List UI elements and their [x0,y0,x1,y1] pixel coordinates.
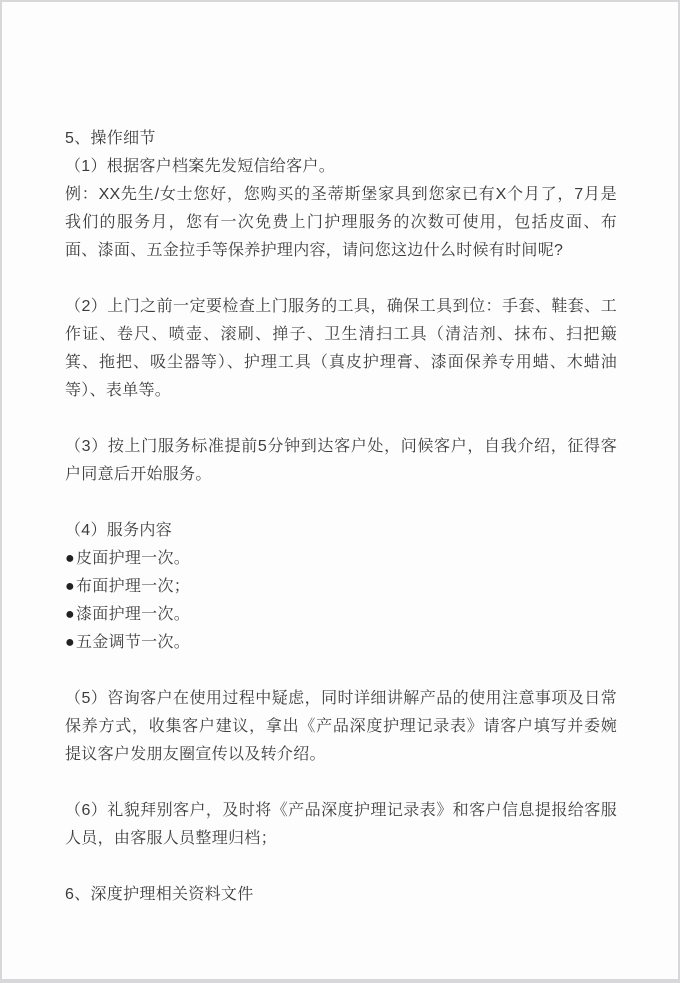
list-item [65,629,617,657]
bullet-icon: ● [65,550,75,567]
step-1-paragraph: （1）根据客户档案先发短信给客户。 [65,158,335,175]
list-item [65,601,617,629]
step-2-paragraph: （2）上门之前一定要检查上门服务的工具，确保工具到位：手套、鞋套、工作证、卷尺、喷壶、滚刷、掸子、卫生清扫工具（清洁剂、抹布、扫把簸箕、拖把、吸尘器等）、护理工具（真皮护理膏、漆面保养专用蜡、木蜡油等）、表单等。 [65,298,617,399]
section-5-heading: 5、操作细节 [65,130,156,147]
step-4-paragraph: （4）服务内容 [65,522,172,539]
service-content-list [65,545,617,657]
step-5-paragraph: （5）咨询客户在使用过程中疑虑，同时详细讲解产品的使用注意事项及日常保养方式，收集客户建议，拿出《产品深度护理记录表》请客户填写并委婉提议客户发朋友圈宣传以及转介绍。 [65,690,617,763]
list-item-label: 皮面护理一次。 [75,550,191,567]
bullet-icon: ● [65,634,75,651]
step-3-paragraph: （3）按上门服务标准提前5分钟到达客户处，问候客户，自我介绍，征得客户同意后开始服务。 [65,438,617,483]
paper-sheet [2,2,678,979]
bullet-icon: ● [65,606,75,623]
list-item-label: 布面护理一次； [75,578,191,595]
bullet-icon: ● [65,578,75,595]
list-item [65,545,617,573]
list-item-label: 五金调节一次。 [75,634,191,651]
section-6-heading: 6、深度护理相关资料文件 [65,886,254,903]
sms-example-paragraph: 例：XX先生/女士您好，您购买的圣蒂斯堡家具到您家已有X个月了，7月是我们的服务月，您有一次免费上门护理服务的次数可使用，包括皮面、布面、漆面、五金拉手等保养护理内容，请问您这边什么时候有时间呢? [65,186,617,259]
list-item-label: 漆面护理一次。 [75,606,191,623]
list-item [65,573,617,601]
document-content [2,2,678,909]
step-6-paragraph: （6）礼貌拜别客户，及时将《产品深度护理记录表》和客户信息提报给客服人员，由客服人员整理归档； [65,802,617,847]
